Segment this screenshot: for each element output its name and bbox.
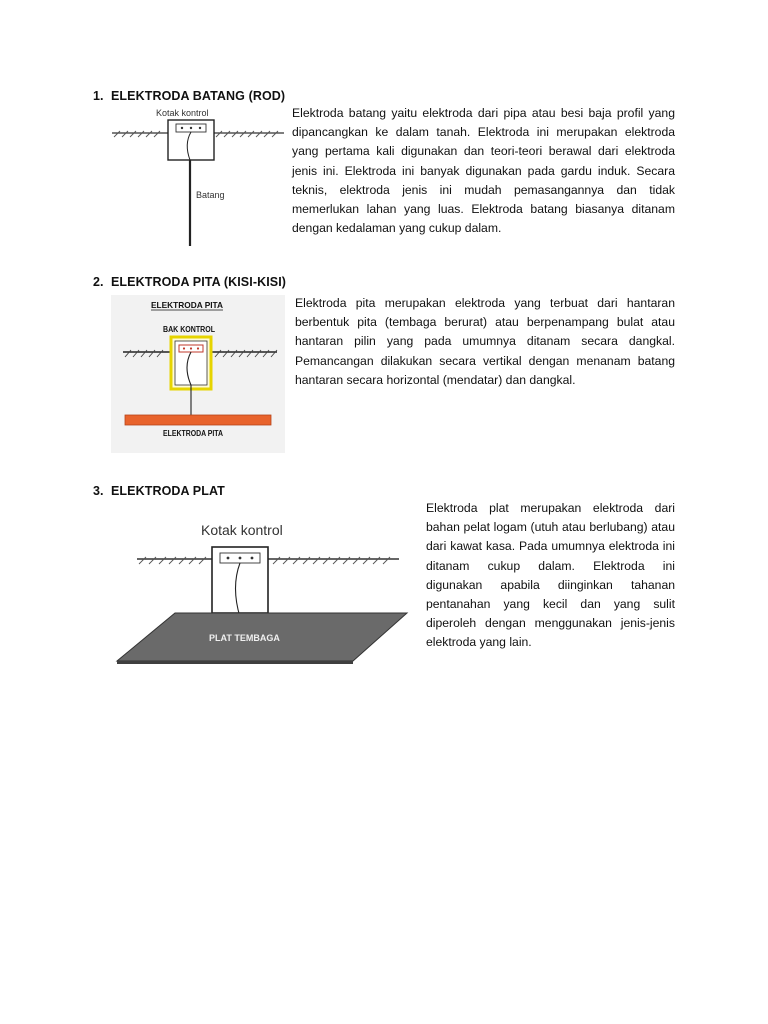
rod-figure-rod-label: Batang (196, 190, 225, 200)
strip-figure-strip-label: ELEKTRODA PITA (163, 429, 224, 438)
plate-figure-box-label: Kotak kontrol (201, 522, 283, 538)
section-2-text: Elektroda pita merupakan elektroda yang terbuat dari hantaran berbentuk pita (tembaga berurat) atau berpenampang bulat atau hantaran pilin yang pada umumnya ditanam secara dangkal. Pemancangan dilakukan secara vertikal dengan menanam batang hantaran secara horizontal (mendatar) dan dangkal. (295, 296, 675, 387)
section-1-number: 1. (93, 89, 104, 103)
section-1-heading (93, 89, 285, 103)
figure-plate-electrode (113, 517, 411, 669)
strip-figure-title-label: ELEKTRODA PITA (151, 300, 223, 310)
section-2-heading (93, 275, 286, 289)
figure-strip-electrode (111, 295, 285, 453)
section-3-title: ELEKTRODA PLAT (111, 484, 225, 498)
rod-figure-box-label: Kotak kontrol (156, 108, 209, 118)
plate-figure-plate-label: PLAT TEMBAGA (209, 633, 280, 643)
figure-rod-electrode (112, 106, 284, 250)
section-1-text: Elektroda batang yaitu elektroda dari pipa atau besi baja profil yang dipancangkan ke dalam tanah. Elektroda ini merupakan elektroda yang pertama kali digunakan dan teori-teori berawal dari elektroda jenis ini. Elektroda ini banyak digunakan pada gardu induk. Secara teknis, elektroda jenis ini mudah pemasangannya dan tidak memerlukan lahan yang luas. Elektroda batang biasanya ditanam dengan kedalaman yang cukup dalam. (292, 106, 675, 236)
strip-figure-box-label: BAK KONTROL (163, 325, 216, 334)
section-3-heading (93, 484, 225, 498)
section-3-text: Elektroda plat merupakan elektroda dari bahan pelat logam (utuh atau berlubang) atau dari kawat kasa. Pada umumnya elektroda ini ditanam cukup dalam. Elektroda ini digunakan apabila diinginkan tahanan pentanahan yang kecil dan yang sulit diperoleh dengan menggunakan jenis-jenis elektroda yang lain. (426, 501, 675, 650)
section-2-title: ELEKTRODA PITA (KISI-KISI) (111, 275, 287, 289)
section-3-number: 3. (93, 484, 104, 498)
section-1-title: ELEKTRODA BATANG (ROD) (111, 89, 286, 103)
section-2-number: 2. (93, 275, 104, 289)
